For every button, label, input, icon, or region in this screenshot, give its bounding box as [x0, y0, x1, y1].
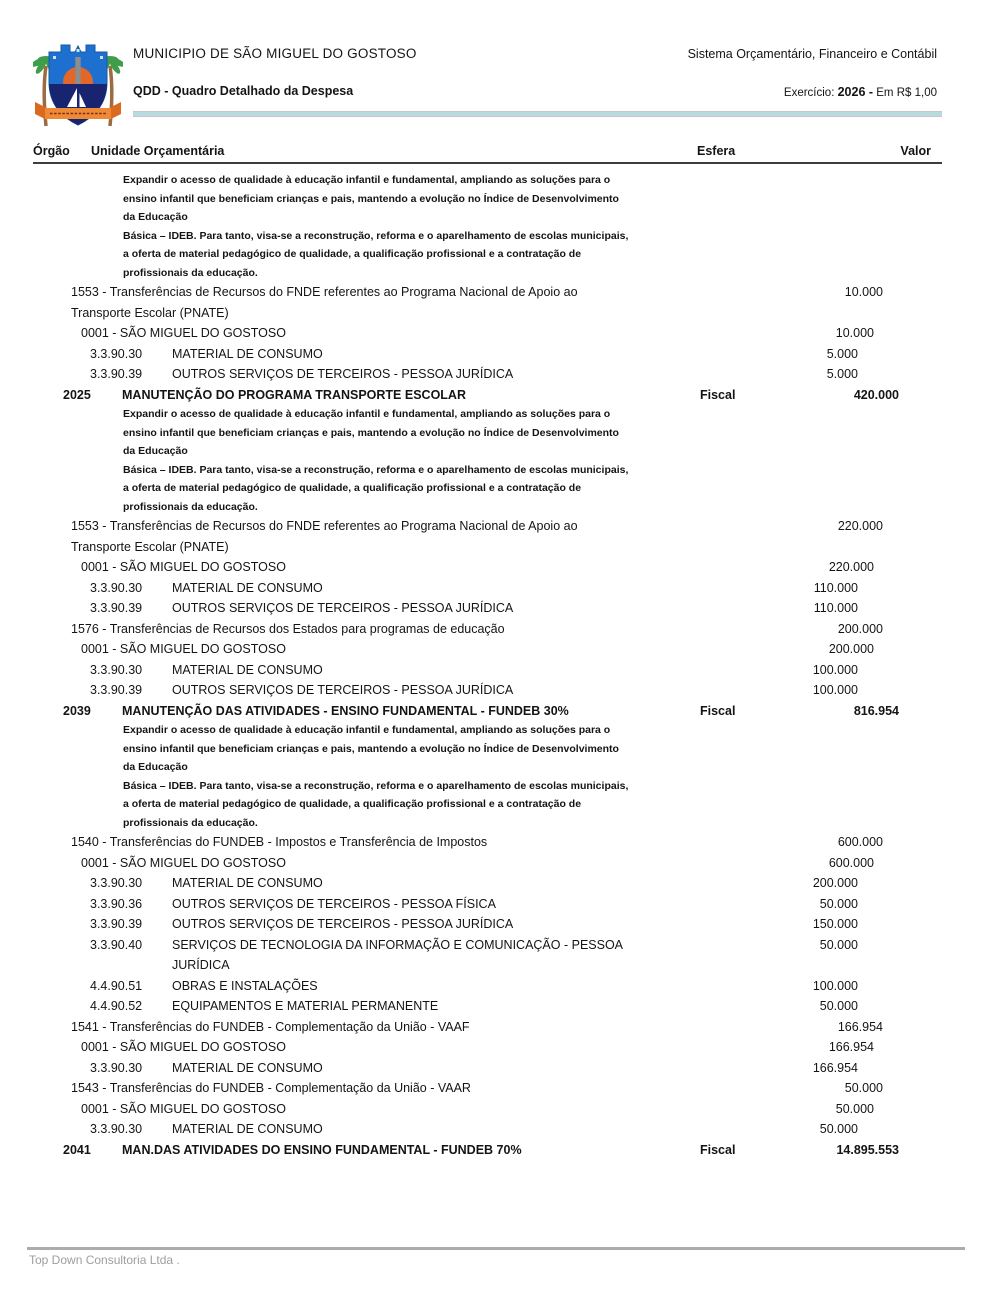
funding-source-row [0, 619, 1000, 640]
system-name: Sistema Orçamentário, Financeiro e Contábil [687, 47, 937, 61]
funding-source-text: 1543 - Transferências do FUNDEB - Complementação da União - VAAR [71, 1081, 471, 1095]
funding-source-text: 1553 - Transferências de Recursos do FNDE referentes ao Programa Nacional de Apoio ao [71, 285, 578, 299]
budget-unit-row [0, 639, 1000, 660]
table-column-headers [0, 144, 1000, 164]
row-value: 600.000 [837, 835, 883, 849]
expense-element-code: 3.3.90.40 [90, 937, 143, 952]
row-value: 200.000 [812, 876, 858, 890]
funding-source-text: Transporte Escolar (PNATE) [71, 305, 229, 320]
program-description-line: profissionais da educação. [123, 266, 258, 279]
expense-element-name: MATERIAL DE CONSUMO [172, 1060, 323, 1075]
expense-element-row [0, 976, 1000, 997]
funding-source-row [0, 1017, 1000, 1038]
expense-element-row [0, 578, 1000, 599]
expense-element-row [0, 873, 1000, 894]
row-value: 816.954 [853, 703, 899, 718]
funding-source-row [0, 832, 1000, 853]
budget-unit-text: 0001 - SÃO MIGUEL DO GOSTOSO [81, 326, 286, 340]
lighthouse-icon [75, 57, 80, 85]
program-row [0, 385, 1000, 406]
budget-unit-row [0, 1099, 1000, 1120]
program-description-line: ensino infantil que beneficiam crianças e pais, mantendo a evolução no Índice de Desenvolvimento [123, 742, 619, 755]
expense-element-row [0, 680, 1000, 701]
exercise-label: Exercício: [783, 87, 835, 99]
expense-element-code: 3.3.90.39 [90, 367, 143, 381]
funding-source-row [0, 1078, 1000, 1099]
program-description-line: da Educação [123, 211, 188, 223]
row-value: 50.000 [819, 937, 858, 952]
budget-unit-text: 0001 - SÃO MIGUEL DO GOSTOSO [81, 855, 286, 870]
budget-unit-row [0, 853, 1000, 874]
row-value: 420.000 [853, 387, 899, 402]
expense-element-row [0, 364, 1000, 385]
row-value: 50.000 [819, 1122, 858, 1136]
expense-element-row [0, 598, 1000, 619]
row-value: 200.000 [837, 621, 883, 636]
expense-element-code: 3.3.90.30 [90, 1060, 143, 1075]
exercise-year: 2026 - [837, 85, 874, 99]
program-code: 2025 [63, 387, 91, 402]
expense-element-row [0, 894, 1000, 915]
expense-element-name: MATERIAL DE CONSUMO [172, 876, 323, 890]
program-code: 2041 [63, 1142, 91, 1157]
expense-element-row [0, 660, 1000, 681]
program-row [0, 1140, 1000, 1161]
row-value: 220.000 [828, 560, 874, 574]
program-description-line: a oferta de material pedagógico de qualidade, a qualificação profissional e a contratação de [123, 482, 582, 494]
expense-element-code: 4.4.90.52 [90, 999, 143, 1013]
program-description-line: Expandir o acesso de qualidade à educação infantil e fundamental, ampliando as soluções para o [123, 174, 611, 186]
expense-element-row [0, 1119, 1000, 1140]
row-value: 150.000 [812, 917, 858, 931]
expense-element-name: OUTROS SERVIÇOS DE TERCEIROS - PESSOA FÍSICA [172, 896, 496, 911]
expense-element-name: OUTROS SERVIÇOS DE TERCEIROS - PESSOA JURÍDICA [172, 601, 514, 615]
row-value: 166.954 [812, 1060, 858, 1075]
expense-element-name: EQUIPAMENTOS E MATERIAL PERMANENTE [172, 999, 439, 1013]
exercise-info [784, 85, 937, 99]
funding-source-row [0, 516, 1000, 557]
row-value: 50.000 [835, 1101, 874, 1116]
row-value: 220.000 [837, 519, 883, 533]
expense-element-code: 3.3.90.30 [90, 580, 143, 595]
expense-element-code: 4.4.90.51 [90, 978, 143, 993]
funding-source-row [0, 282, 1000, 323]
column-header-rule [33, 162, 942, 164]
row-value: 166.954 [828, 1040, 874, 1054]
expense-element-name: MATERIAL DE CONSUMO [172, 346, 323, 361]
expense-element-code: 3.3.90.39 [90, 601, 143, 615]
row-value: 5.000 [826, 346, 858, 361]
row-value: 5.000 [826, 367, 858, 381]
esfera-value: Fiscal [700, 387, 736, 402]
expense-element-code: 3.3.90.36 [90, 896, 143, 911]
program-description-line: profissionais da educação. [123, 816, 258, 829]
footer-rule [27, 1247, 965, 1250]
expense-element-code: 3.3.90.30 [90, 1122, 143, 1136]
program-title: MANUTENÇÃO DAS ATIVIDADES - ENSINO FUNDAMENTAL - FUNDEB 30% [122, 703, 569, 718]
expense-element-name: SERVIÇOS DE TECNOLOGIA DA INFORMAÇÃO E COMUNICAÇÃO - PESSOA [172, 937, 624, 952]
row-value: 50.000 [819, 896, 858, 911]
expense-element-code: 3.3.90.39 [90, 917, 143, 931]
header-separator-band [133, 111, 942, 117]
expense-element-name: MATERIAL DE CONSUMO [172, 662, 323, 677]
row-value: 50.000 [844, 1081, 883, 1095]
row-value: 50.000 [819, 999, 858, 1013]
municipality-logo [33, 36, 123, 132]
footer-company: Top Down Consultoria Ltda . [29, 1253, 180, 1267]
expense-element-name: OBRAS E INSTALAÇÕES [172, 978, 318, 993]
expense-element-row [0, 996, 1000, 1017]
program-description [0, 721, 1000, 832]
program-description-line: a oferta de material pedagógico de qualidade, a qualificação profissional e a contratação de [123, 798, 582, 810]
expense-element-name: OUTROS SERVIÇOS DE TERCEIROS - PESSOA JURÍDICA [172, 683, 514, 697]
expense-element-row [0, 914, 1000, 935]
program-description-line: Básica – IDEB. Para tanto, visa-se a reconstrução, reforma e o aparelhamento de escolas municipais, [123, 779, 629, 792]
column-header-valor: Valor [900, 144, 931, 158]
row-value: 110.000 [813, 601, 858, 615]
budget-unit-text: 0001 - SÃO MIGUEL DO GOSTOSO [81, 560, 286, 574]
funding-source-text: 1541 - Transferências do FUNDEB - Complementação da União - VAAF [71, 1019, 470, 1034]
row-value: 10.000 [835, 326, 874, 340]
expense-element-row [0, 344, 1000, 365]
program-description-line: profissionais da educação. [123, 500, 258, 513]
expense-element-code: 3.3.90.30 [90, 876, 143, 890]
program-description-line: ensino infantil que beneficiam crianças e pais, mantendo a evolução no Índice de Desenvolvimento [123, 426, 619, 439]
program-description-line: Expandir o acesso de qualidade à educação infantil e fundamental, ampliando as soluções para o [123, 724, 611, 736]
expense-element-row [0, 935, 1000, 976]
esfera-value: Fiscal [700, 703, 736, 718]
program-title: MAN.DAS ATIVIDADES DO ENSINO FUNDAMENTAL - FUNDEB 70% [122, 1142, 522, 1157]
budget-unit-text: 0001 - SÃO MIGUEL DO GOSTOSO [81, 1040, 286, 1054]
expense-element-name: OUTROS SERVIÇOS DE TERCEIROS - PESSOA JURÍDICA [172, 367, 514, 381]
municipality-name: MUNICIPIO DE SÃO MIGUEL DO GOSTOSO [133, 46, 417, 61]
expense-element-code: 3.3.90.30 [90, 346, 143, 361]
row-value: 200.000 [828, 642, 874, 656]
program-description-line: da Educação [123, 761, 188, 773]
expense-element-code: 3.3.90.39 [90, 683, 143, 697]
budget-unit-row [0, 557, 1000, 578]
program-code: 2039 [63, 703, 91, 718]
row-value: 100.000 [812, 683, 858, 697]
row-value: 14.895.553 [836, 1142, 899, 1157]
program-description-line: Básica – IDEB. Para tanto, visa-se a reconstrução, reforma e o aparelhamento de escolas municipais, [123, 463, 629, 476]
row-value: 100.000 [812, 662, 858, 677]
program-title: MANUTENÇÃO DO PROGRAMA TRANSPORTE ESCOLAR [122, 387, 466, 402]
program-description-line: da Educação [123, 445, 188, 457]
expense-element-code: 3.3.90.30 [90, 662, 143, 677]
column-header-unidade: Unidade Orçamentária [91, 144, 225, 158]
row-value: 110.000 [813, 580, 858, 595]
program-description-line: a oferta de material pedagógico de qualidade, a qualificação profissional e a contratação de [123, 248, 582, 260]
column-header-esfera: Esfera [697, 144, 736, 158]
budget-unit-row [0, 323, 1000, 344]
row-value: 10.000 [844, 285, 883, 299]
program-description [0, 171, 1000, 282]
budget-unit-text: 0001 - SÃO MIGUEL DO GOSTOSO [81, 1101, 286, 1116]
expense-element-name: JURÍDICA [172, 958, 230, 972]
row-value: 600.000 [828, 855, 874, 870]
program-description-line: Expandir o acesso de qualidade à educação infantil e fundamental, ampliando as soluções para o [123, 408, 611, 420]
column-header-orgao: Órgão [33, 144, 70, 158]
budget-table [0, 171, 1000, 1160]
program-row [0, 701, 1000, 722]
esfera-value: Fiscal [700, 1142, 736, 1157]
program-description [0, 405, 1000, 516]
program-description-line: ensino infantil que beneficiam crianças e pais, mantendo a evolução no Índice de Desenvolvimento [123, 192, 619, 205]
report-title: QDD - Quadro Detalhado da Despesa [133, 84, 354, 98]
budget-unit-row [0, 1037, 1000, 1058]
funding-source-text: 1553 - Transferências de Recursos do FNDE referentes ao Programa Nacional de Apoio ao [71, 519, 578, 533]
expense-element-name: OUTROS SERVIÇOS DE TERCEIROS - PESSOA JURÍDICA [172, 917, 514, 931]
program-description-line: Básica – IDEB. Para tanto, visa-se a reconstrução, reforma e o aparelhamento de escolas municipais, [123, 229, 629, 242]
sea-icon [48, 84, 108, 129]
row-value: 100.000 [812, 978, 858, 993]
row-value: 166.954 [837, 1019, 883, 1034]
funding-source-text: Transporte Escolar (PNATE) [71, 539, 229, 554]
budget-unit-text: 0001 - SÃO MIGUEL DO GOSTOSO [81, 642, 286, 656]
currency-note: Em R$ 1,00 [876, 87, 937, 99]
expense-element-name: MATERIAL DE CONSUMO [172, 1122, 323, 1136]
expense-element-name: MATERIAL DE CONSUMO [172, 580, 323, 595]
funding-source-text: 1576 - Transferências de Recursos dos Estados para programas de educação [71, 621, 505, 636]
funding-source-text: 1540 - Transferências do FUNDEB - Impostos e Transferência de Impostos [71, 835, 488, 849]
expense-element-row [0, 1058, 1000, 1079]
